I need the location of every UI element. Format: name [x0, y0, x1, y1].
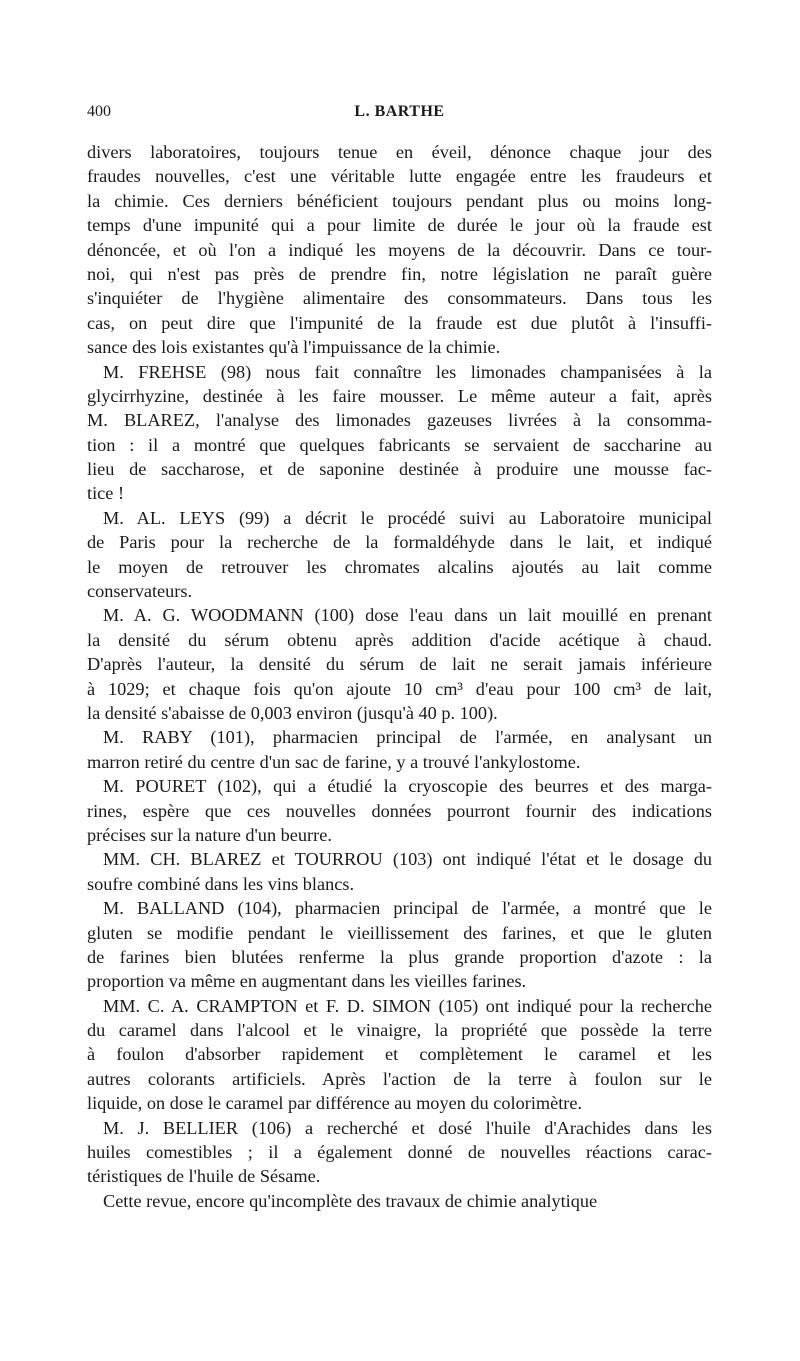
text-line: la densité du sérum obtenu après addition d'acide acétique à chaud.: [87, 629, 712, 650]
text-line: précises sur la nature d'un beurre.: [87, 824, 332, 845]
text-line: téristiques de l'huile de Sésame.: [87, 1166, 321, 1187]
text-line: MM. C. A. CRAMPTON et F. D. SIMON (105) ont indiqué pour la recherche: [103, 995, 712, 1016]
text-line: M. BLAREZ, l'analyse des limonades gazeuses livrées à la consomma-: [87, 410, 712, 431]
text-line: du caramel dans l'alcool et le vinaigre, la propriété que possède la terre: [87, 1020, 712, 1041]
text-line: proportion va même en augmentant dans les vieilles farines.: [87, 971, 527, 992]
text-line: rines, espère que ces nouvelles données pourront fournir des indications: [87, 800, 712, 821]
text-line: M. BALLAND (104), pharmacien principal de l'armée, a montré que le: [103, 898, 712, 919]
text-line: dénoncée, et où l'on a indiqué les moyens de la découvrir. Dans ce tour-: [87, 239, 712, 260]
text-line: s'inquiéter de l'hygiène alimentaire des consommateurs. Dans tous les: [87, 288, 712, 309]
text-line: autres colorants artificiels. Après l'action de la terre à foulon sur le: [87, 1068, 712, 1089]
text-line: cas, on peut dire que l'impunité de la fraude est due plutôt à l'insuffi-: [87, 312, 712, 333]
text-line: M. FREHSE (98) nous fait connaître les limonades champanisées à la: [103, 361, 712, 382]
text-line: glycirrhyzine, destinée à les faire mousser. Le même auteur a fait, après: [87, 385, 712, 406]
text-line: soufre combiné dans les vins blancs.: [87, 873, 355, 894]
text-line: de Paris pour la recherche de la formaldéhyde dans le lait, et indiqué: [87, 532, 712, 553]
text-line: D'après l'auteur, la densité du sérum de lait ne serait jamais inférieure: [87, 654, 712, 675]
text-line: à 1029; et chaque fois qu'on ajoute 10 cm³ d'eau pour 100 cm³ de lait,: [87, 678, 712, 699]
text-line: gluten se modifie pendant le vieillissement des farines, et que le gluten: [87, 922, 712, 943]
text-line: noi, qui n'est pas près de prendre fin, notre législation ne paraît guère: [87, 263, 712, 284]
text-line: temps d'une impunité qui a pour limite de durée le jour où la fraude est: [87, 215, 712, 236]
text-line: M. AL. LEYS (99) a décrit le procédé suivi au Laboratoire municipal: [103, 507, 712, 528]
text-line: Cette revue, encore qu'incomplète des travaux de chimie analytique: [103, 1190, 598, 1211]
text-line: à foulon d'absorber rapidement et complètement le caramel et les: [87, 1044, 712, 1065]
text-line: M. POURET (102), qui a étudié la cryoscopie des beurres et des marga-: [103, 776, 712, 797]
text-line: M. A. G. WOODMANN (100) dose l'eau dans un lait mouillé en prenant: [103, 605, 712, 626]
text-line: fraudes nouvelles, c'est une véritable lutte engagée entre les fraudeurs et: [87, 166, 712, 187]
text-line: de farines bien blutées renferme la plus grande proportion d'azote : la: [87, 946, 712, 967]
text-line: la chimie. Ces derniers bénéficient toujours pendant plus ou moins long-: [87, 190, 712, 211]
text-line: M. RABY (101), pharmacien principal de l'armée, en analysant un: [103, 727, 712, 748]
text-line: MM. CH. BLAREZ et TOURROU (103) ont indiqué l'état et le dosage du: [103, 849, 712, 870]
text-line: le moyen de retrouver les chromates alcalins ajoutés au lait comme: [87, 556, 712, 577]
text-line: conservateurs.: [87, 581, 193, 602]
text-line: tion : il a montré que quelques fabricants se servaient de saccharine au: [87, 434, 712, 455]
body-text: [87, 140, 712, 1213]
text-line: M. J. BELLIER (106) a recherché et dosé l'huile d'Arachides dans les: [103, 1117, 712, 1138]
text-line: liquide, on dose le caramel par différence au moyen du colorimètre.: [87, 1093, 583, 1114]
text-line: lieu de saccharose, et de saponine destinée à produire une mousse fac-: [87, 459, 712, 480]
text-line: huiles comestibles ; il a également donné de nouvelles réactions carac-: [87, 1142, 712, 1163]
page-number: 400: [87, 103, 111, 120]
text-line: la densité s'abaisse de 0,003 environ (jusqu'à 40 p. 100).: [87, 702, 498, 723]
text-line: tice !: [87, 483, 125, 504]
text-line: marron retiré du centre d'un sac de farine, y a trouvé l'ankylostome.: [87, 751, 581, 772]
text-line: divers laboratoires, toujours tenue en éveil, dénonce chaque jour des: [87, 142, 712, 162]
running-title: L. BARTHE: [354, 103, 445, 120]
text-line: sance des lois existantes qu'à l'impuissance de la chimie.: [87, 337, 501, 358]
running-header: [87, 103, 712, 127]
